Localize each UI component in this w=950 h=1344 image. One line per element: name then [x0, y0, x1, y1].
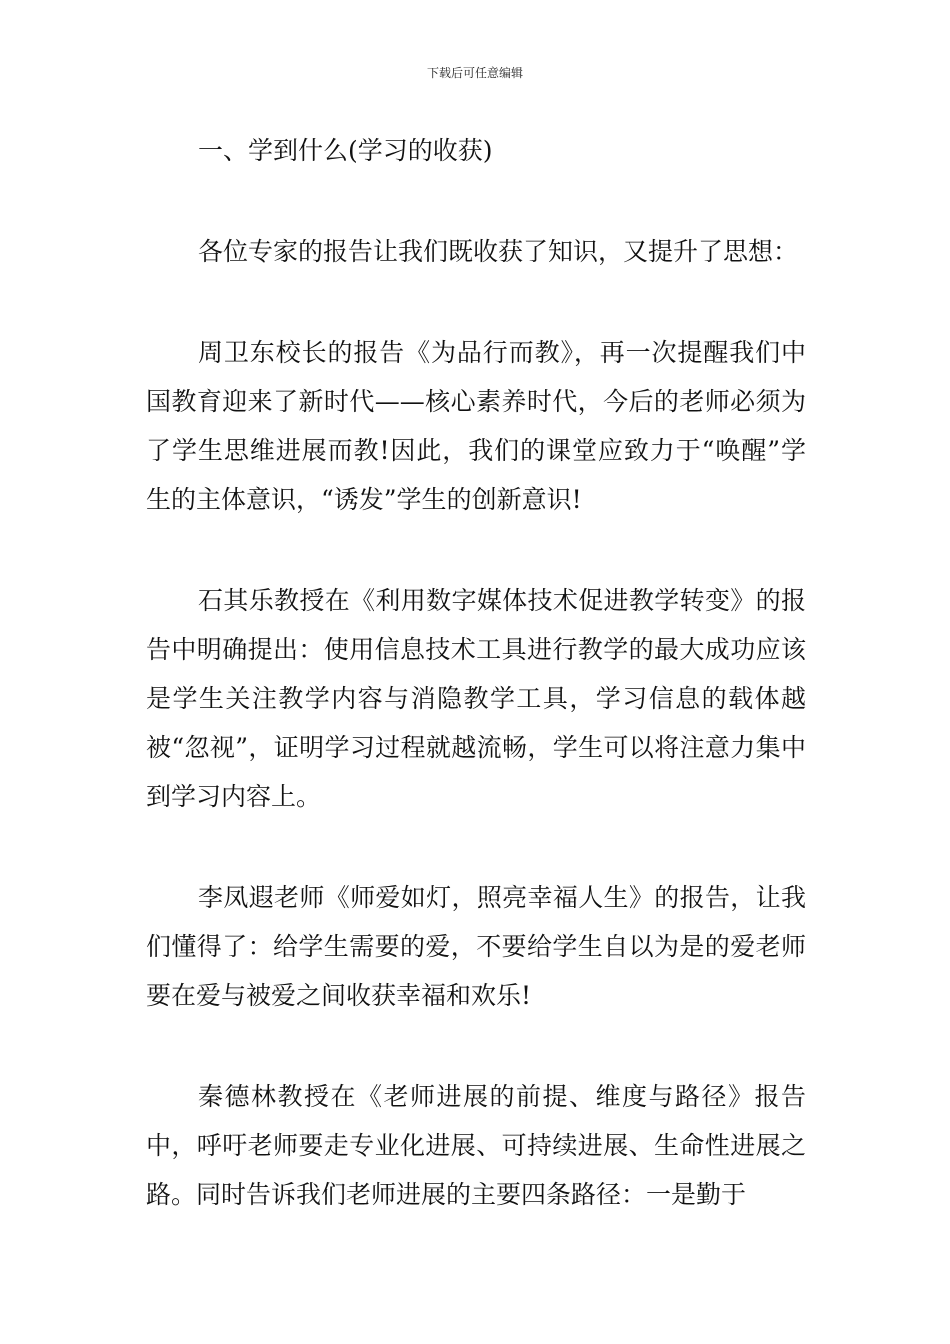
paragraph-li-fengxia: 李凤遐老师《师爱如灯，照亮幸福人生》的报告，让我们懂得了：给学生需要的爱，不要给学生自以为是的爱老师要在爱与被爱之间收获幸福和欢乐! — [146, 883, 806, 1010]
paragraph-shi-qile: 石其乐教授在《利用数字媒体技术促进教学转变》的报告中明确提出：使用信息技术工具进行教学的最大成功应该是学生关注教学内容与消隐教学工具，学习信息的载体越被“忽视”，证明学习过程就越流畅，学生可以将注意力集中到学习内容上。 — [146, 586, 806, 811]
paragraph-qin-delin: 秦德林教授在《老师进展的前提、维度与路径》报告中，呼吁老师要走专业化进展、可持续进展、生命性进展之路。同时告诉我们老师进展的主要四条路径：一是勤于 — [146, 1082, 806, 1209]
document-body — [146, 126, 806, 1219]
paragraph-zhou-weidong: 周卫东校长的报告《为品行而教》，再一次提醒我们中国教育迎来了新时代——核心素养时代，今后的老师必须为了学生思维进展而教!因此，我们的课堂应致力于“唤醒”学生的主体意识，“诱发”学生的创新意识! — [146, 338, 806, 514]
section-heading: 一、学到什么(学习的收获) — [198, 136, 493, 165]
paragraph-intro: 各位专家的报告让我们既收获了知识，又提升了思想： — [198, 237, 799, 266]
page-header-note: 下载后可任意编辑 — [426, 66, 523, 80]
